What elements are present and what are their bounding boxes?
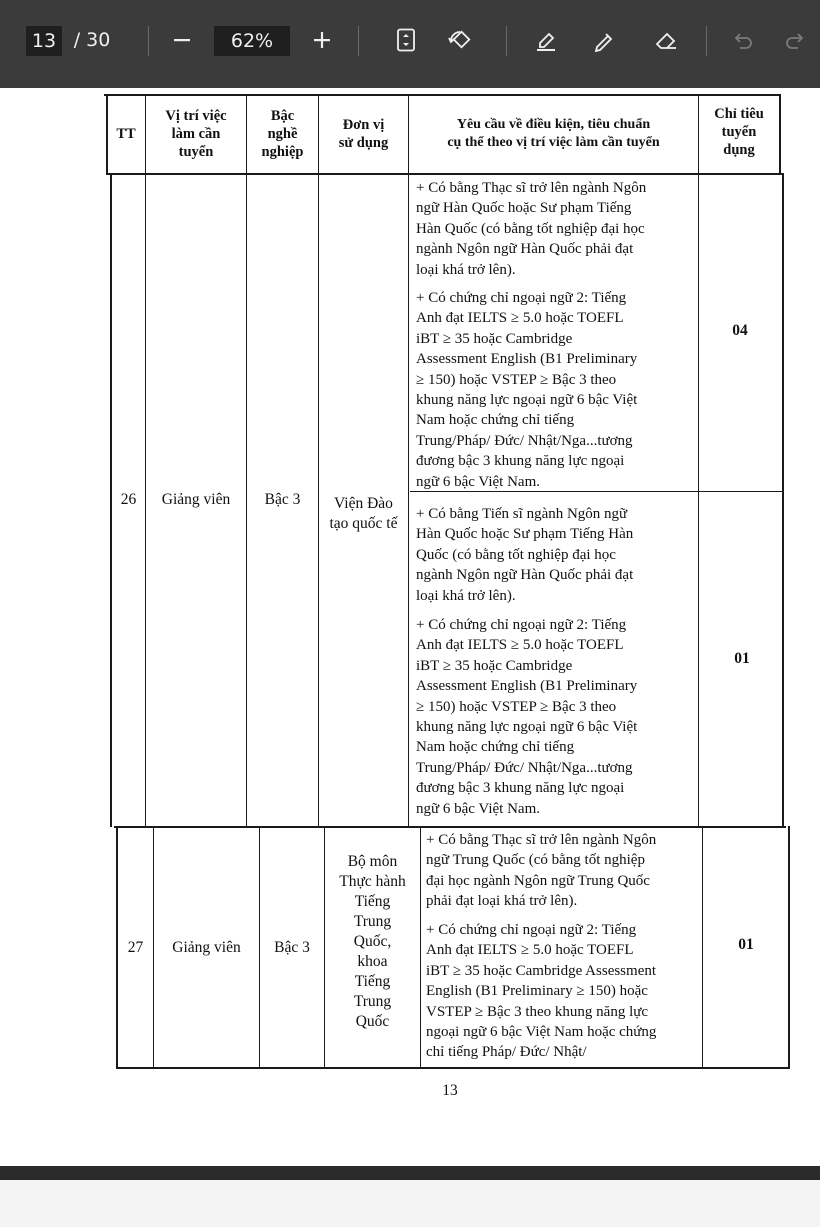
toolbar-divider: [506, 26, 507, 56]
header-requirements: Yêu cầu về điều kiện, tiêu chuẩn cụ thể theo vị trí việc làm cần tuyển: [447, 117, 660, 150]
page-number-footer: 13: [442, 1082, 458, 1099]
draw-icon[interactable]: [586, 22, 622, 58]
document-page: [0, 88, 820, 1166]
erase-icon[interactable]: [648, 22, 684, 58]
toolbar-divider: [358, 26, 359, 56]
pdf-toolbar: [0, 0, 820, 88]
header-grade: Bậc nghề nghiệp: [261, 108, 304, 160]
row-26-req-1b: + Có chứng chỉ ngoại ngữ 2: Tiếng Anh đạt IELTS ≥ 5.0 hoặc TOEFL iBT ≥ 35 hoặc Cambridge Assessment English (B1 Preliminary ≥ 150) hoặc VSTEP ≥ Bậc 3 theo khung năng lực ngoại ngữ 6 bậc Việt Nam hoặc chứng chỉ tiếng Trung/Pháp/ Đức/ Nhật/Nga...tương đương bậc 3 khung năng lực ngoại ngữ 6 bậc Việt Nam.: [416, 290, 638, 490]
row-26-unit: Viện Đào tạo quốc tế: [329, 495, 398, 532]
row-26-req-1a: + Có bằng Thạc sĩ trở lên ngành Ngôn ngữ Hàn Quốc hoặc Sư phạm Tiếng Hàn Quốc (có bằng tốt nghiệp đại học ngành Ngôn ngữ Hàn Quốc phải đạt loại khá trở lên).: [416, 180, 647, 278]
rotate-icon[interactable]: [442, 22, 478, 58]
table-border: [408, 94, 409, 827]
table-border: [788, 826, 790, 1068]
row-27-tt: 27: [127, 939, 144, 956]
row-26-quota-2: 01: [734, 650, 750, 667]
row-26-req-2a: + Có bằng Tiến sĩ ngành Ngôn ngữ Hàn Quốc hoặc Sư phạm Tiếng Hàn Quốc (có bằng tốt nghiệp đại học ngành Ngôn ngữ Hàn Quốc phải đạt loại khá trở lên).: [416, 506, 634, 604]
table-border: [420, 826, 421, 1068]
header-tt: TT: [116, 126, 136, 142]
table-border: [782, 173, 784, 827]
row-27-req-1a: + Có bằng Thạc sĩ trở lên ngành Ngôn ngữ Trung Quốc (có bằng tốt nghiệp đại học ngành Ngôn ngữ Trung Quốc phải đạt loại khá trở lên).: [426, 832, 657, 910]
row-27-req-1b: + Có chứng chỉ ngoại ngữ 2: Tiếng Anh đạt IELTS ≥ 5.0 hoặc TOEFL iBT ≥ 35 hoặc Cambridge Assessment English (B1 Preliminary ≥ 150) hoặc VSTEP ≥ Bậc 3 theo khung năng lực ngoại ngữ 6 bậc Việt Nam hoặc chứng chỉ tiếng Pháp/ Đức/ Nhật/: [426, 922, 657, 1061]
page-total-label: / 30: [73, 29, 111, 51]
table-border: [779, 94, 781, 174]
row-27-grade: Bậc 3: [274, 939, 310, 956]
zoom-in-icon[interactable]: [304, 22, 340, 58]
fit-page-icon[interactable]: [388, 22, 424, 58]
toolbar-divider: [706, 26, 707, 56]
row-27-quota: 01: [738, 936, 754, 953]
table-border: [702, 826, 703, 1068]
toolbar-divider: [148, 26, 149, 56]
header-quota: Chỉ tiêu tuyển dụng: [714, 106, 764, 158]
row-26-tt: 26: [120, 491, 137, 508]
next-page-gap: [0, 1180, 820, 1227]
highlight-icon[interactable]: [528, 22, 564, 58]
page-separator-bar: [0, 1166, 820, 1180]
header-position: Vị trí việc làm cần tuyển: [165, 108, 227, 160]
row-26-position: Giảng viên: [161, 491, 231, 508]
undo-icon[interactable]: [724, 22, 760, 58]
row-26-grade: Bậc 3: [264, 491, 301, 508]
redo-icon[interactable]: [778, 22, 814, 58]
row-26-req-2b: + Có chứng chỉ ngoại ngữ 2: Tiếng Anh đạt IELTS ≥ 5.0 hoặc TOEFL iBT ≥ 35 hoặc Cambridge Assessment English (B1 Preliminary ≥ 150) hoặc VSTEP ≥ Bậc 3 theo khung năng lực ngoại ngữ 6 bậc Việt Nam hoặc chứng chỉ tiếng Trung/Pháp/ Đức/ Nhật/Nga...tương đương bậc 3 khung năng lực ngoại ngữ 6 bậc Việt Nam.: [416, 617, 638, 817]
header-unit: Đơn vị sử dụng: [338, 117, 389, 151]
page-number-input[interactable]: 13: [26, 26, 62, 56]
zoom-level-input[interactable]: 62%: [214, 26, 290, 56]
zoom-out-icon[interactable]: [164, 22, 200, 58]
table-border: [698, 94, 699, 827]
row-27-position: Giảng viên: [172, 939, 241, 956]
row-26-quota-1: 04: [732, 322, 748, 339]
row-27-unit: Bộ môn Thực hành Tiếng Trung Quốc, khoa Tiếng Trung Quốc: [339, 853, 406, 1030]
